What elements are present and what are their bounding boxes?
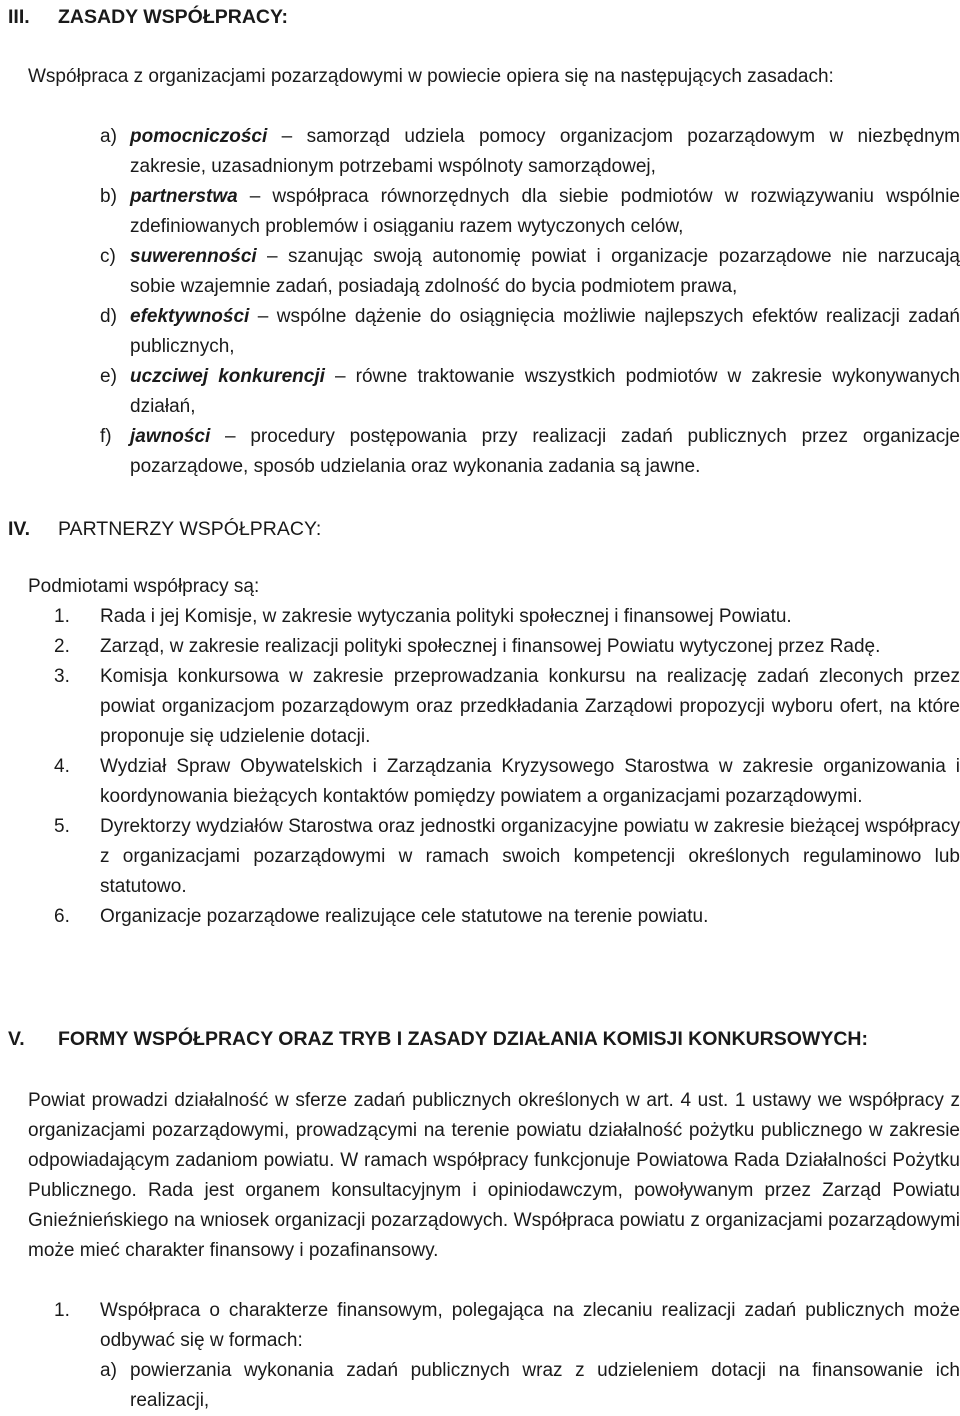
item-text: Współpraca o charakterze finansowym, polegająca na zlecaniu realizacji zadań publicznych może odbywać się w formach: bbox=[100, 1300, 960, 1351]
list-item bbox=[100, 122, 960, 182]
list-item bbox=[54, 902, 960, 932]
intro-paragraph: Powiat prowadzi działalność w sferze zadań publicznych określonych w art. 4 ust. 1 ustawy we współpracy z organizacjami pozarządowymi, prowadzącymi na terenie powiatu działalność pożytku publicznego w zakresie odpowiadającym zadaniom powiatu. W ramach współpracy funkcjonuje Powiatowa Rada Działalności Pożytku Publicznego. Rada jest organem konsultacyjnym i opiniodawczym, powoływanym przez Zarząd Powiatu Gnieźnieńskiego na wniosek organizacji pozarządowych. Współpraca powiatu z organizacjami pozarządowymi może mieć charakter finansowy i pozafinansowy. bbox=[28, 1090, 960, 1261]
section-number: IV. bbox=[8, 518, 31, 540]
section-3-intro bbox=[28, 62, 960, 92]
section-5-intro bbox=[28, 1086, 960, 1266]
item-text: Komisja konkursowa w zakresie przeprowadzania konkursu na realizację zadań zleconych przez powiat organizacjom pozarządowym oraz przedkładania Zarządowi propozycji wyboru ofert, na które proponuje się udzielenie dotacji. bbox=[100, 666, 960, 747]
list-item bbox=[100, 182, 960, 242]
item-text: – procedury postępowania przy realizacji zadań publicznych przez organizacje pozarządowe, sposób udzielania oraz wykonania zadania są jawne. bbox=[130, 426, 960, 477]
item-label: d) bbox=[100, 306, 117, 327]
section-title: PARTNERZY WSPÓŁPRACY: bbox=[58, 518, 322, 540]
item-text: – wspólne dążenie do osiągnięcia możliwie najlepszych efektów realizacji zadań publicznych, bbox=[130, 306, 960, 357]
intro-paragraph: Podmiotami współpracy są: bbox=[28, 576, 260, 597]
item-label: 5. bbox=[54, 816, 70, 837]
intro-paragraph: Współpraca z organizacjami pozarządowymi w powiecie opiera się na następujących zasadach: bbox=[28, 66, 834, 87]
item-label: 6. bbox=[54, 906, 70, 927]
item-term: pomocniczości bbox=[130, 126, 268, 147]
section-number: III. bbox=[8, 6, 30, 28]
item-text: Rada i jej Komisje, w zakresie wytyczania polityki społecznej i finansowej Powiatu. bbox=[100, 606, 792, 627]
list-item bbox=[54, 662, 960, 752]
list-item bbox=[100, 242, 960, 302]
item-text: Organizacje pozarządowe realizujące cele statutowe na terenie powiatu. bbox=[100, 906, 709, 927]
item-label: 1. bbox=[54, 606, 70, 627]
item-text: Wydział Spraw Obywatelskich i Zarządzania Kryzysowego Starostwa w zakresie organizowania i koordynowania bieżących kontaktów pomiędzy powiatem a organizacjami pozarządowymi. bbox=[100, 756, 960, 807]
item-label: a) bbox=[100, 1360, 117, 1381]
section-4-intro bbox=[28, 572, 960, 602]
section-number: V. bbox=[8, 1028, 25, 1050]
list-item bbox=[100, 362, 960, 422]
list-item bbox=[54, 812, 960, 902]
list-item bbox=[100, 422, 960, 482]
item-text: – szanując swoją autonomię powiat i organizacje pozarządowe nie narzucają sobie wzajemnie zadań, posiadają zdolność do bycia podmiotem prawa, bbox=[130, 246, 960, 297]
list-item bbox=[100, 302, 960, 362]
list-item bbox=[54, 602, 960, 632]
item-text: – równe traktowanie wszystkich podmiotów w zakresie wykonywanych działań, bbox=[130, 366, 960, 417]
item-term: jawności bbox=[130, 426, 211, 447]
item-term: efektywności bbox=[130, 306, 250, 327]
forms-sublist bbox=[0, 1356, 960, 1416]
item-text: Zarząd, w zakresie realizacji polityki społecznej i finansowej Powiatu wytyczonej przez Radę. bbox=[100, 636, 881, 657]
item-label: 2. bbox=[54, 636, 70, 657]
principles-list bbox=[0, 122, 960, 482]
list-item bbox=[54, 1296, 960, 1356]
list-item bbox=[54, 632, 960, 662]
section-title: ZASADY WSPÓŁPRACY: bbox=[58, 6, 289, 28]
item-text: powierzania wykonania zadań publicznych wraz z udzieleniem dotacji na finansowanie ich realizacji, bbox=[130, 1360, 960, 1411]
item-label: c) bbox=[100, 246, 116, 267]
item-label: 1. bbox=[54, 1300, 70, 1321]
item-term: partnerstwa bbox=[130, 186, 238, 207]
section-heading-3 bbox=[0, 2, 288, 32]
item-text: – samorząd udziela pomocy organizacjom pozarządowym w niezbędnym zakresie, uzasadnionym potrzebami wspólnoty samorządowej, bbox=[130, 126, 960, 177]
section-heading-5 bbox=[0, 1024, 868, 1054]
item-term: uczciwej konkurencji bbox=[130, 366, 325, 387]
item-term: suwerenności bbox=[130, 246, 257, 267]
section-title: FORMY WSPÓŁPRACY ORAZ TRYB I ZASADY DZIAŁANIA KOMISJI KONKURSOWYCH: bbox=[58, 1028, 868, 1050]
item-label: f) bbox=[100, 426, 112, 447]
item-label: 4. bbox=[54, 756, 70, 777]
item-text: – współpraca równorzędnych dla siebie podmiotów w rozwiązywaniu wspólnie zdefiniowanych problemów i osiąganiu razem wytyczonych celów, bbox=[130, 186, 960, 237]
list-item bbox=[100, 1356, 960, 1416]
item-label: 3. bbox=[54, 666, 70, 687]
item-label: e) bbox=[100, 366, 117, 387]
section-heading-4 bbox=[0, 514, 321, 544]
item-text: Dyrektorzy wydziałów Starostwa oraz jednostki organizacyjne powiatu w zakresie bieżącej współpracy z organizacjami pozarządowymi w ramach swoich kompetencji określonych regulaminowo lub statutowo. bbox=[100, 816, 960, 897]
list-item bbox=[54, 752, 960, 812]
item-label: b) bbox=[100, 186, 117, 207]
partners-list bbox=[0, 602, 960, 932]
item-label: a) bbox=[100, 126, 117, 147]
forms-list bbox=[0, 1296, 960, 1356]
